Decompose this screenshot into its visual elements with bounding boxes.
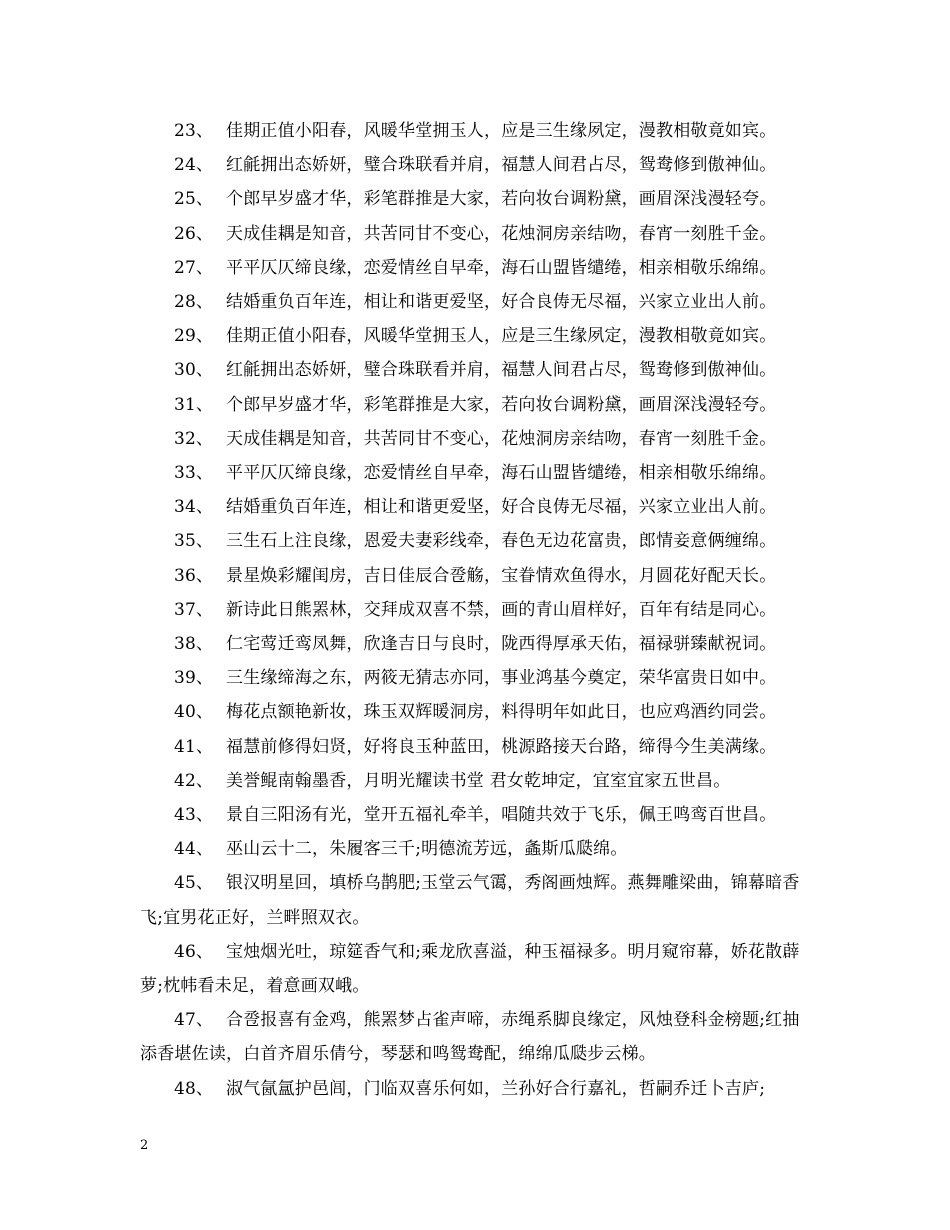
paragraph-number: 39、 [174, 668, 214, 689]
paragraph-number: 43、 [174, 805, 214, 826]
paragraph-number: 42、 [174, 770, 214, 791]
paragraph-text: 三生缘缔海之东，两筱无猜志亦同，事业鸿基今奠定，荣华富贵日如中。 [226, 668, 777, 689]
paragraph [140, 798, 812, 832]
paragraph-number: 48、 [174, 1078, 214, 1099]
paragraph [140, 388, 812, 422]
paragraph [140, 319, 812, 353]
paragraph-number: 36、 [174, 565, 214, 586]
paragraph-number: 47、 [174, 1010, 214, 1031]
page-number: 2 [140, 1138, 149, 1153]
paragraph [140, 764, 812, 798]
paragraph-number: 35、 [174, 531, 214, 552]
paragraph-text: 红毹拥出态娇妍，璧合珠联看并肩，福慧人间君占尽，鸳鸯修到傲神仙。 [226, 155, 777, 176]
paragraph-number: 29、 [174, 326, 214, 347]
paragraph-number: 44、 [174, 839, 214, 860]
paragraph-text: 新诗此日熊罴林，交拜成双喜不禁，画的青山眉样好，百年有结是同心。 [226, 599, 777, 620]
paragraph [140, 353, 812, 387]
paragraph-number: 37、 [174, 599, 214, 620]
paragraph-number: 40、 [174, 702, 214, 723]
paragraph [140, 832, 812, 866]
paragraph-number: 27、 [174, 257, 214, 278]
paragraph-text: 个郎早岁盛才华，彩笔群推是大家，若向妆台调粉黛，画眉深浅漫轻夸。 [226, 394, 777, 415]
paragraph [140, 1003, 812, 1071]
paragraph-text: 个郎早岁盛才华，彩笔群推是大家，若向妆台调粉黛，画眉深浅漫轻夸。 [226, 189, 777, 210]
document-body [140, 114, 812, 1106]
paragraph-number: 23、 [174, 121, 214, 141]
paragraph [140, 695, 812, 729]
paragraph-number: 45、 [174, 873, 214, 894]
paragraph-number: 28、 [174, 292, 214, 313]
paragraph-text: 福慧前修得妇贤，好将良玉种蓝田，桃源路接天台路，缔得今生美满缘。 [226, 736, 777, 757]
paragraph-text: 宝烛烟光吐，琼筵香气和;乘龙欣喜溢，种玉福禄多。明月窥帘幕，娇花散薜萝;枕帏看未足，着意画双峨。 [140, 941, 800, 997]
paragraph [140, 217, 812, 251]
paragraph [140, 456, 812, 490]
paragraph-text: 结婚重负百年连，相让和谐更爱坚，好合良俦无尽福，兴家立业出人前。 [226, 292, 777, 313]
paragraph-number: 33、 [174, 463, 214, 484]
paragraph-text: 美誉鲲南翰墨香，月明光耀读书堂 君女乾坤定，宜室宜家五世昌。 [226, 770, 731, 791]
paragraph-text: 平平仄仄缔良缘，恋爱情丝自早牵，海石山盟皆缱绻，相亲相敬乐绵绵。 [226, 257, 777, 278]
paragraph [140, 285, 812, 319]
paragraph [140, 661, 812, 695]
paragraph-number: 41、 [174, 736, 214, 757]
paragraph-text: 合卺报喜有金鸡，熊罴梦占雀声啼，赤绳系脚良缘定，风烛登科金榜题;红抽添香堪佐读，白首齐眉乐倩兮，琴瑟和鸣鸳鸯配，绵绵瓜瓞步云梯。 [140, 1010, 800, 1065]
paragraph [140, 730, 812, 764]
paragraph-text: 平平仄仄缔良缘，恋爱情丝自早牵，海石山盟皆缱绻，相亲相敬乐绵绵。 [226, 463, 777, 484]
paragraph-number: 32、 [174, 428, 214, 449]
paragraph-text: 天成佳耦是知音，共苦同甘不变心，花烛洞房亲结吻，春宵一刻胜千金。 [226, 223, 777, 244]
paragraph [140, 490, 812, 524]
paragraph [140, 559, 812, 593]
paragraph [140, 1072, 812, 1106]
paragraph-number: 30、 [174, 360, 214, 381]
paragraph-text: 天成佳耦是知音，共苦同甘不变心，花烛洞房亲结吻，春宵一刻胜千金。 [226, 428, 777, 449]
paragraph [140, 422, 812, 456]
paragraph-number: 34、 [174, 497, 214, 518]
paragraph-text: 结婚重负百年连，相让和谐更爱坚，好合良俦无尽福，兴家立业出人前。 [226, 497, 777, 518]
paragraph-number: 26、 [174, 223, 214, 244]
paragraph [140, 114, 812, 148]
paragraph-number: 46、 [174, 941, 214, 962]
paragraph-text: 银汉明星回，填桥乌鹊肥;玉堂云气霭，秀阁画烛辉。燕舞雕梁曲，锦幕暗香飞;宜男花正好，兰畔照双衣。 [140, 873, 800, 928]
paragraph-text: 红毹拥出态娇妍，璧合珠联看并肩，福慧人间君占尽，鸳鸯修到傲神仙。 [226, 360, 777, 381]
paragraph-number: 25、 [174, 189, 214, 210]
paragraph-text: 梅花点额艳新妆，珠玉双辉暖洞房，料得明年如此日，也应鸡酒约同尝。 [226, 702, 777, 723]
paragraph [140, 627, 812, 661]
paragraph [140, 935, 812, 1003]
paragraph-text: 巫山云十二，朱履客三千;明德流芳远，螽斯瓜瓞绵。 [226, 839, 628, 860]
paragraph [140, 148, 812, 182]
paragraph [140, 866, 812, 934]
paragraph-number: 24、 [174, 155, 214, 176]
paragraph-text: 景星焕彩耀闺房，吉日佳辰合卺觞，宝眷情欢鱼得水，月圆花好配天长。 [226, 565, 777, 586]
paragraph-text: 三生石上注良缘，恩爱夫妻彩线牵，春色无边花富贵，郎情妾意俩缠绵。 [226, 531, 777, 552]
paragraph [140, 182, 812, 216]
paragraph-text: 佳期正值小阳春，风暖华堂拥玉人，应是三生缘夙定，漫教相敬竟如宾。 [226, 326, 777, 347]
paragraph-text: 景自三阳汤有光，堂开五福礼牵羊，唱随共效于飞乐，佩王鸣鸾百世昌。 [226, 805, 777, 826]
paragraph-number: 31、 [174, 394, 214, 415]
paragraph [140, 251, 812, 285]
paragraph-number: 38、 [174, 634, 214, 655]
paragraph-text: 佳期正值小阳春，风暖华堂拥玉人，应是三生缘夙定，漫教相敬竟如宾。 [226, 121, 777, 141]
paragraph-text: 仁宅莺迁鸾凤舞，欣逢吉日与良时，陇西得厚承天佑，福禄骈臻献祝词。 [226, 634, 777, 655]
paragraph [140, 593, 812, 627]
paragraph [140, 524, 812, 558]
paragraph-text: 淑气氤氲护邑闾，门临双喜乐何如，兰孙好合行嘉礼，哲嗣乔迁卜吉庐; [226, 1078, 766, 1099]
